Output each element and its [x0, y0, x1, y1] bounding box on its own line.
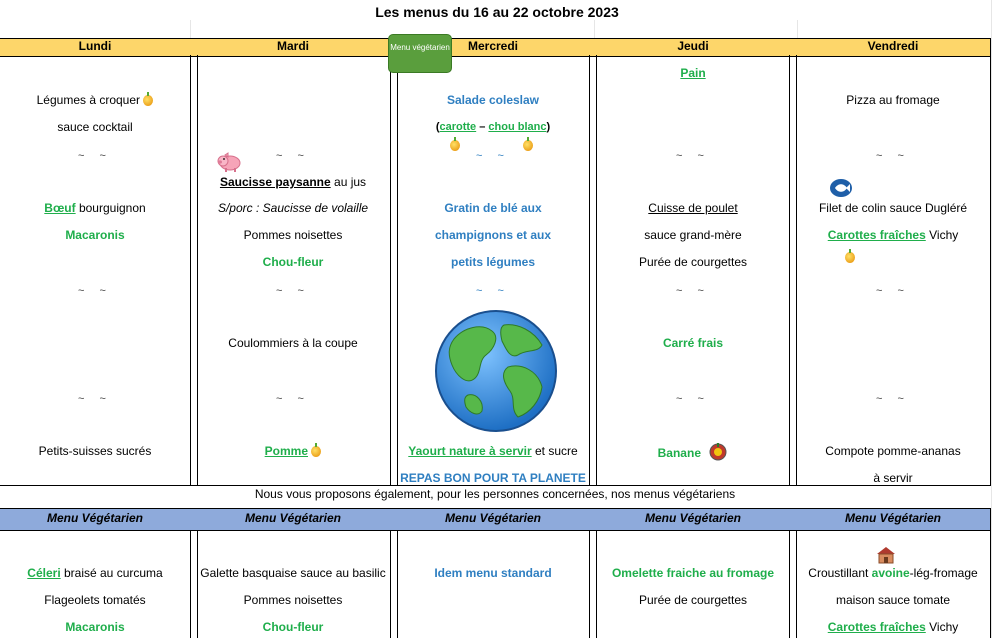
veg-header-jeudi: Menu Végétarien — [644, 511, 742, 525]
column-divider — [596, 530, 597, 638]
column-divider — [796, 530, 797, 638]
lundi-entree: Légumes à croquer — [0, 92, 190, 108]
column-divider — [990, 508, 991, 638]
gridline — [991, 0, 992, 638]
column-divider — [390, 530, 391, 638]
mercredi-plat-line1: Gratin de blé aux — [444, 201, 542, 215]
separator: ~ ~ — [78, 285, 112, 297]
column-divider — [596, 55, 597, 485]
vendredi-dessert: Compote pomme-ananas — [825, 444, 961, 458]
veg-jeudi-accompagnement: Purée de courgettes — [638, 593, 748, 607]
jeudi-accompagnement: Purée de courgettes — [638, 255, 748, 269]
day-header-mercredi: Mercredi — [467, 39, 519, 53]
column-divider — [197, 55, 198, 485]
column-divider — [190, 530, 191, 638]
day-header-lundi: Lundi — [78, 39, 112, 53]
mardi-plat: Saucisse paysanne au jus — [219, 175, 367, 189]
mercredi-entree: Salade coleslaw — [446, 93, 540, 107]
column-divider — [390, 55, 391, 485]
apple-icon — [311, 446, 321, 457]
lundi-plat: Bœuf bourguignon — [44, 201, 146, 215]
vendredi-accompagnement: Carottes fraîches Vichy — [827, 228, 959, 242]
mercredi-dessert: Yaourt nature à servir et sucre — [408, 444, 578, 458]
mercredi-entree-detail: (carotte – chou blanc) — [435, 121, 551, 133]
veg-mercredi-plat: Idem menu standard — [434, 566, 552, 580]
vegetarian-menu-badge: Menu végétarien — [388, 34, 452, 73]
separator: ~ ~ — [876, 393, 910, 405]
column-divider — [397, 530, 398, 638]
mardi-fromage: Coulommiers à la coupe — [228, 336, 358, 350]
separator: ~ ~ — [676, 150, 710, 162]
veg-vendredi-plat-detail: maison sauce tomate — [835, 593, 951, 607]
gridline — [594, 20, 595, 38]
veg-vendredi-plat: Croustillant avoine-lég-fromage — [808, 566, 978, 580]
fish-label-icon — [829, 178, 853, 198]
mardi-plat-alternative: S/porc : Saucisse de volaille — [217, 201, 369, 215]
separator: ~ ~ — [78, 393, 112, 405]
gridline — [190, 20, 191, 38]
veg-lundi-accompagnement: Flageolets tomatés — [44, 593, 146, 607]
house-icon — [876, 546, 896, 564]
column-divider — [589, 55, 590, 485]
veg-header-vendredi: Menu Végétarien — [844, 511, 942, 525]
lundi-dessert: Petits-suisses sucrés — [38, 444, 152, 458]
veg-mardi-plat: Galette basquaise sauce au basilic — [200, 566, 386, 580]
jeudi-fromage: Carré frais — [662, 336, 724, 350]
veg-header-mardi: Menu Végétarien — [244, 511, 342, 525]
veg-header-lundi: Menu Végétarien — [46, 511, 144, 525]
mardi-dessert: Pomme — [198, 443, 388, 459]
veg-lundi-accompagnement-2: Macaronis — [65, 620, 125, 634]
day-header-vendredi: Vendredi — [867, 39, 919, 53]
column-divider — [190, 55, 191, 485]
column-divider — [990, 38, 991, 486]
gridline — [797, 20, 798, 38]
separator: ~ ~ — [476, 150, 510, 162]
mercredi-plat-line3: petits légumes — [450, 255, 536, 269]
veg-mardi-accompagnement-2: Chou-fleur — [262, 620, 324, 634]
separator: ~ ~ — [876, 285, 910, 297]
vendredi-entree: Pizza au fromage — [846, 93, 940, 107]
veg-header-mercredi: Menu Végétarien — [444, 511, 542, 525]
veg-jeudi-plat: Omelette fraiche au fromage — [611, 566, 775, 580]
separator: ~ ~ — [676, 285, 710, 297]
mercredi-note: REPAS BON POUR TA PLANETE — [400, 471, 586, 485]
column-divider — [796, 55, 797, 485]
jeudi-entree: Pain — [680, 66, 706, 80]
vegetarian-note: Nous vous proposons également, pour les personnes concernées, nos menus végétariens — [254, 487, 736, 501]
veg-mardi-accompagnement: Pommes noisettes — [243, 593, 343, 607]
separator: ~ ~ — [876, 150, 910, 162]
earth-icon — [434, 309, 558, 433]
apple-emblem-icon — [708, 443, 728, 465]
separator: ~ ~ — [276, 285, 310, 297]
separator: ~ ~ — [676, 393, 710, 405]
separator: ~ ~ — [276, 150, 310, 162]
vendredi-dessert-detail: à servir — [873, 471, 913, 485]
veg-lundi-plat: Céleri braisé au curcuma — [27, 566, 163, 580]
mardi-accompagnement-2: Chou-fleur — [262, 255, 324, 269]
mardi-accompagnement: Pommes noisettes — [243, 228, 343, 242]
lundi-accompagnement: Macaronis — [65, 228, 125, 242]
vendredi-plat: Filet de colin sauce Dugléré — [818, 201, 968, 215]
veg-vendredi-accompagnement: Carottes fraîches Vichy — [827, 620, 959, 634]
jeudi-dessert: Banane — [598, 443, 788, 465]
day-header-mardi: Mardi — [276, 39, 309, 53]
separator: ~ ~ — [476, 285, 510, 297]
jeudi-plat-sauce: sauce grand-mère — [644, 228, 742, 242]
column-divider — [789, 55, 790, 485]
column-divider — [589, 530, 590, 638]
mercredi-plat-line2: champignons et aux — [434, 228, 552, 242]
separator: ~ ~ — [276, 393, 310, 405]
jeudi-plat: Cuisse de poulet — [648, 201, 738, 215]
apple-icon — [143, 95, 153, 106]
apple-icon — [845, 250, 855, 264]
lundi-entree-sauce: sauce cocktail — [57, 120, 133, 134]
day-header-jeudi: Jeudi — [677, 39, 709, 53]
separator: ~ ~ — [78, 150, 112, 162]
column-divider — [789, 530, 790, 638]
page-title: Les menus du 16 au 22 octobre 2023 — [375, 4, 619, 20]
